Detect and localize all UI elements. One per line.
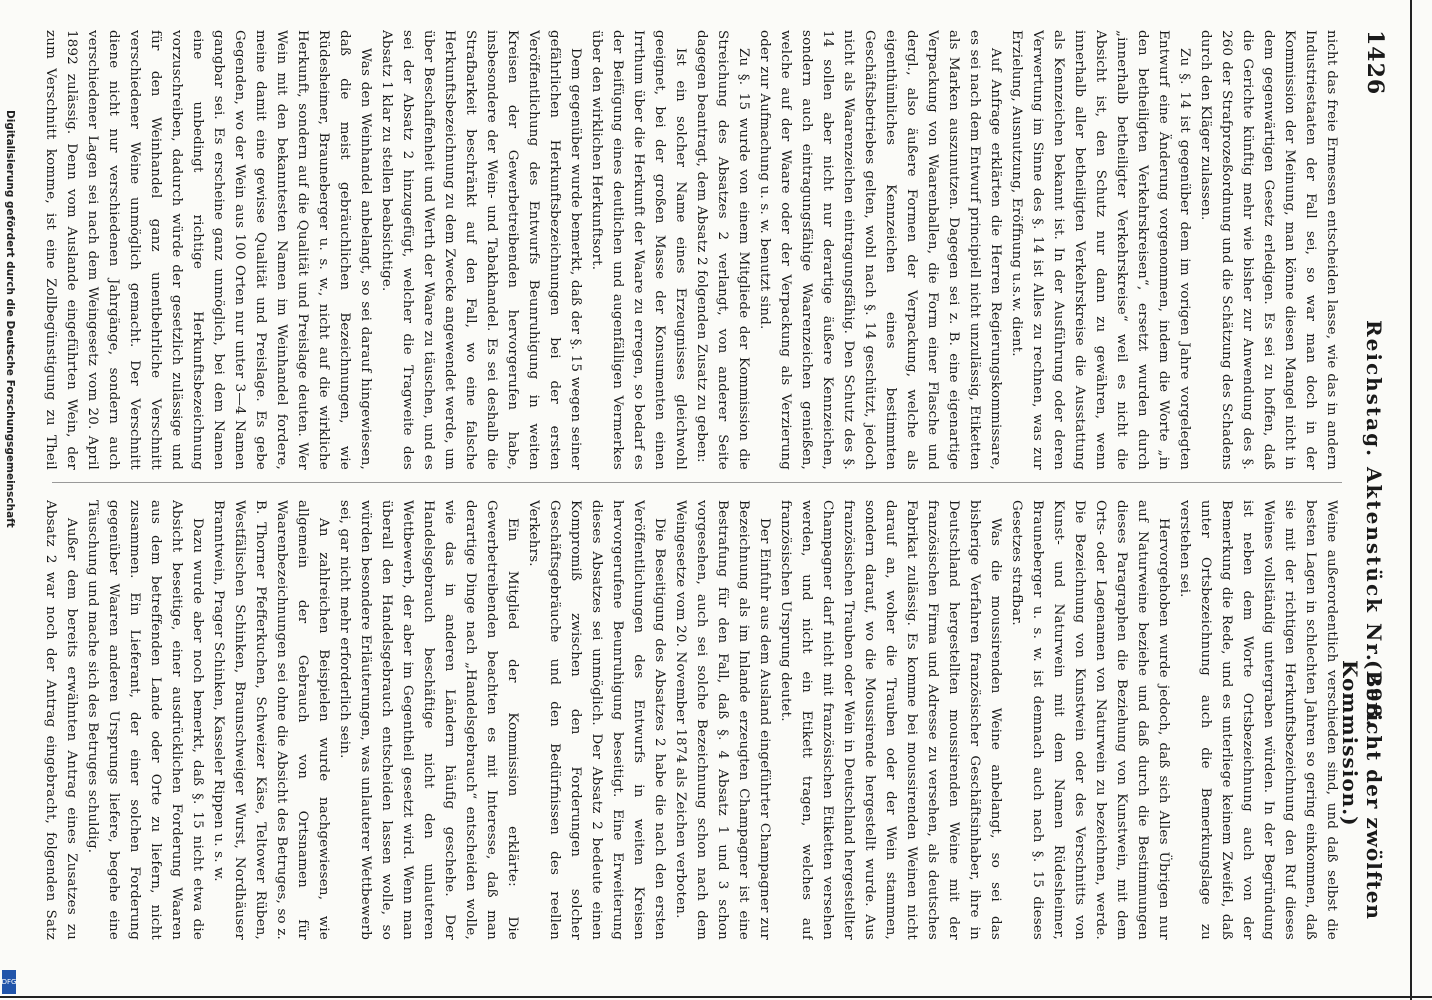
paragraph: Ein Mitglied der Kommission erklärte: Die Gewerbetreibenden beachten es mit Interesse, daß man derartige Dinge nach „Handelsgebrauch“ entscheiden wolle, wie das in anderen Ländern häufig geschehe. Der Handelsgebrauch beschäftige nicht den unlauteren Wettbewerb, der aber im Gegentheil gesetzt wird. Wenn man überall den Handelsgebrauch entscheiden lassen wolle, so würden besondere Erläuterungen, was unlauterer Wettbewerb sei, gar nicht mehr erforderlich sein. [337, 500, 520, 940]
document-page [22, 20, 1392, 980]
paragraph: Was die moussirenden Weine anbelangt, so sei das bisherige Verfahren französischer Geschäftsinhaber, ihre in Deutschland hergestellten moussirenden Weine mit der französischen Firma und Adresse zu versehen, als deutsches Fabrikat zulässig. Es komme bei moussirenden Weinen nicht darauf an, woher die Trauben oder der Wein stammen, sondern darauf, wo die Moussirende hergestellt wurde. Aus französischen Trauben oder Wein in Deutschland hergestellter Champagner darf nicht mit französischen Etiketten versehen werden, und nicht ein Etikett tragen, welches auf französischen Ursprung deutet. [778, 500, 1003, 940]
paragraph: Weine außerordentlich verschieden sind, und daß selbst die besten Lagen in schlechten Jahren so gering einkommen, daß sie mit der richtigen Herkunftsbezeichnung den Ruf dieses Weines vollständig untergraben würden. In der Begründung ist neben dem Worte Ortsbezeichnung auch von der Bemerkung die Rede, und es unterliege keinem Zweifel, daß unter Ortsbezeichnung auch die Bemerkungslage zu verstehen sei. [1177, 500, 1339, 940]
page-number: 1426 [1362, 30, 1388, 96]
paragraph: Die Beseitigung des Absatzes 2 habe die nach den ersten Veröffentlichungen des Entwurfs in weiten Kreisen hervorgerufene Beunruhigung beseitigt. Eine Erweiterung dieses Absatzes sei unmöglich. Der Absatz 2 bedeute einen Kompromiß zwischen den Forderungen solcher Geschäftsgebräuche und den Bedürfnissen des reellen Verkehrs. [526, 500, 667, 940]
running-title-right: (Bericht der zwölften Kommission.) [1338, 660, 1386, 920]
right-column [42, 500, 1342, 940]
paragraph: nicht das freie Ermessen entscheiden lasse, wie das in andern Industriestaaten der Fall sei, so war man doch in der Kommission der Meinung, man könne diesen Mangel nicht in dem gegenwärtigen Gesetz erledigen. Es sei zu hoffen, daß die Gerichte künftig mehr wie bisher zur Anwendung des §. 260 der Strafprozeßordnung und die Schätzung des Schadens durch den Kläger zulassen. [1198, 30, 1339, 470]
digitization-credit [2, 110, 18, 990]
paragraph: Dem gegenüber wurde bemerkt, daß der §. 15 wegen seiner gefährlichen Herkunftsbezeichnungen bei der ersten Veröffentlichung des Entwurfs Beunruhigung in weiten Kreisen der Gewerbetreibenden hervorgerufen habe, insbesondere der Wein- und Tabakhandel. Es sei deshalb die Strafbarkeit beschränkt auf den Fall, wo eine falsche Herkunftsbezeichnung zu dem Zwecke angewendet werde, um über Beschaffenheit und Werth der Waare zu täuschen, und es sei der Absatz 2 hinzugefügt, welcher die Tragweite des Absatz 1 klar zu stellen beabsichtige. [379, 30, 583, 470]
paragraph: Dazu wurde aber noch bemerkt, daß §. 15 nicht etwa die Absicht beseitige, einer ausdrücklichen Forderung Waaren aus dem betreffenden Lande oder Orte zu liefern, nicht zusammen. Ein Lieferant, der einer solchen Forderung gegenüber Waaren anderen Ursprungs liefere, begehe eine Täuschung und mache sich des Betruges schuldig. [85, 500, 205, 940]
paragraph: Außer dem bereits erwähnten Antrag eines Zusatzes zu Absatz 2 war noch der Antrag eingebracht, folgenden Satz [43, 500, 79, 940]
column-divider [52, 482, 1342, 483]
page-border-right [1410, 0, 1412, 1000]
paragraph: Hervorgehoben wurde jedoch, daß sich Alles Übrigen nur auf Naturweine beziehe und daß durch die Bestimmungen dieses Paragraphen die Beziehung von Kunstwein, mit dem Orts- oder Lagenamen von Naturwein zu bezeichnen, werde. Die Bezeichnung von Kunstwein oder des Verschnitts von Kunst- und Naturwein mit dem Namen Rüdesheimer, Brauneberger u. s. w. ist demnach auch nach §. 15 dieses Gesetzes strafbar. [1009, 500, 1171, 940]
running-title: Reichstag. Aktenstück Nr. 298. [1362, 320, 1386, 729]
paragraph: Ist ein solcher Name eines Erzeugnisses gleichwohl geeignet, bei der großen Masse der Konsumenten einen Irrthum über die Herkunft der Waare zu erregen, so bedarf es der Beifügung eines deutlichen und augenfälligen Vermerkes über den wirklichen Herkunftsort. [589, 30, 688, 470]
page-border-bottom [0, 996, 1432, 998]
paragraph: Auf Anfrage erklärten die Herren Regierungskommissare, es sei nach dem Entwurf principiell nicht unzulässig, Etiketten als Marken auszunutzen. Dagegen sei z. B. eine eigenartige Verpackung von Waarenballen, die Form einer Flasche und dergl., also äußere Formen der Verpackung, welche als eigenthümliches Kennzeichen eines bestimmten Geschäftsbetriebes gelten, wohl nach §. 14 geschützt, jedoch nicht als Waarenzeichen eintragungsfähig. Den Schutz des §. 14 sollen aber nicht nur derartige äußere Kennzeichen, sondern auch eintragungsfähige Waarenzeichen genießen, welche auf der Waare oder der Verpackung als Verzierung oder zur Aufmachung u. s. w. benutzt sind. [757, 30, 1003, 470]
credit-text: Digitalisierung gefördert durch die Deutsche Forschungsgemeinschaft [4, 110, 16, 528]
paragraph: Der Einfuhr aus dem Ausland eingeführter Champagner zur Bezeichnung als im Inlande erzeugten Champagner ist eine Bestrafung für den Fall, daß §. 4 Absatz 1 und 3 schon vorgesehen, auch sei solche Bezeichnung schon nach dem Weingesetze vom 20. November 1874 als Zeichen verboten. [673, 500, 772, 940]
paragraph: Zu §. 15 wurde von einem Mitgliede der Kommission die Streichung des Absatzes 2 verlangt, von anderer Seite dagegen beantragt, dem Absatz 2 folgenden Zusatz zu geben: [694, 30, 751, 470]
page-header [1338, 20, 1392, 980]
paragraph: Zu §. 14 ist gegenüber dem im vorigen Jahre vorgelegten Entwurf eine Änderung vorgenommen, indem die Worte „in den betheiligten Verkehrskreisen“, ersetzt wurden durch „innerhalb betheiligter Verkehrskreise“ weil es nicht die Absicht ist, den Schutz nur dann zu gewähren, wenn innerhalb aller betheiligten Verkehrskreise die Ausstattung als Kennzeichen bekannt ist. In der Ausführung oder deren Verwertung im Sinne des §. 14 ist Alles zu rechnen, was zur Erzielung, Ausnutzung, Eröffnung u.s.w. dient. [1009, 30, 1192, 470]
paragraph: An zahlreichen Beispielen wurde nachgewiesen, wie allgemein der Gebrauch von Ortsnamen für Waarenbezeichnungen sei ohne die Absicht des Betruges, so z. B. Thorner Pfefferkuchen, Schweizer Käse, Teltower Rüben, Westfälischen Schinken, Braunschweiger Wurst, Nordhäuser Branntwein, Prager Schinken, Kasseler Rippen u. s. w. [211, 500, 331, 940]
paragraph: Was den Weinhandel anbelangt, so sei darauf hingewiesen, daß die meist gebräuchlichen Bezeichnungen, wie Rüdesheimer, Brauneberger u. s. w., nicht auf die wirkliche Herkunft, sondern auf die Qualität und Preislage deuten. Wer Wein mit den bekanntesten Namen im Weinhandel fordere, meine damit eine gewisse Qualität und Preislage. Es gebe Gegenden, wo der Wein aus 100 Orten nur unter 3—4 Namen gangbar sei. Es erscheine ganz unmöglich, bei dem Namen eine unbedingt richtige Herkunftsbezeichnung vorzuschreiben, dadurch würde der gesetzlich zulässige und für den Weinhandel ganz unentbehrliche Verschnitt verschiedener Weine unmöglich gemacht. Der Verschnitt diene nicht nur verschiedenen Jahrgänge, sondern auch verschiedener Lagen sei nach dem Weingesetz vom 20. April 1892 zulässig. Denn vom Auslande eingeführten Wein, der zum Verschnitt komme, ist eine Zollbegünstigung zu Theil [43, 30, 373, 470]
left-column [42, 30, 1342, 470]
dfg-logo: DFG [2, 970, 16, 994]
